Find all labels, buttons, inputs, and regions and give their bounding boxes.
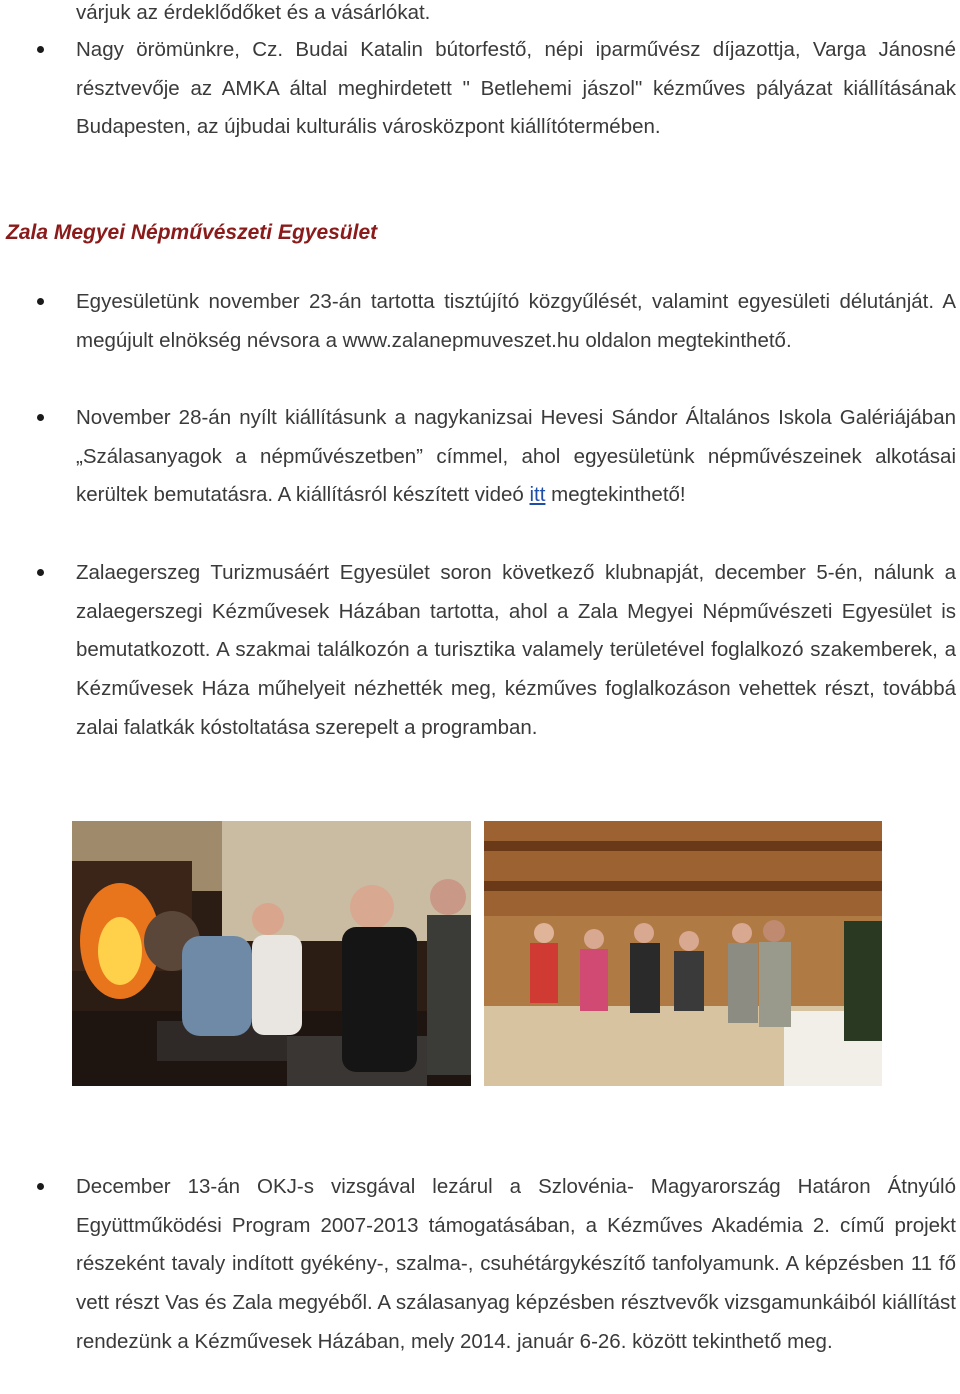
bullet-icon — [37, 1183, 44, 1190]
list-item-text: megtekinthető! — [545, 483, 686, 507]
photo-blacksmith-workshop — [72, 821, 471, 1086]
list-item: Zalaegerszeg Turizmusáért Egyesület soron következő klubnapját, december 5-én, nálunk a zalaegerszegi Kézművesek Házában tartotta, ahol a Zala Megyei Népművészeti Egyesület is bemutatkozott. A szakmai találkozón a turisztika valamely területével foglalkozó szakemberek, a Kézművesek Háza műhelyeit nézhették meg, kézműves foglalkozáson vehettek részt, továbbá zalai falatkák kóstoltatása szerepelt a programban. — [76, 561, 956, 739]
photo-gathering-hall — [484, 821, 882, 1086]
bullet-icon — [37, 298, 44, 305]
video-link[interactable]: itt — [529, 483, 546, 507]
bullet-icon — [37, 46, 44, 53]
list-item — [76, 399, 956, 515]
list-item: Egyesületünk november 23-án tartotta tisztújító közgyűlését, valamint egyesületi délutánját. A megújult elnökség névsora a www.zalanepmuveszet.hu oldalon megtekinthető. — [76, 290, 956, 352]
list-item-text: November 28-án nyílt kiállításunk a nagykanizsai Hevesi Sándor Általános Iskola Galériájában „Szálasanyagok a népművészetben” címmel, ahol egyesületünk népművészeinek alkotásai kerültek bemutatásra. A kiállításról készített videó — [76, 406, 956, 507]
bullet-icon — [37, 414, 44, 421]
list-item: December 13-án OKJ-s vizsgával lezárul a Szlovénia- Magyarország Határon Átnyúló Együttműködési Program 2007-2013 támogatásában, a Kézműves Akadémia 2. című projekt részeként tavaly indított gyékény-, szalma-, csuhétárgykészítő tanfolyamunk. A képzésben 11 fő vett részt Vas és Zala megyéből. A szálasanyag képzésben résztvevők vizsgamunkáiból kiállítást rendezünk a Kézművesek Házában, mely 2014. január 6-26. között tekinthető meg. — [76, 1175, 956, 1353]
bullet-icon — [37, 569, 44, 576]
list-item: Nagy örömünkre, Cz. Budai Katalin bútorfestő, népi iparművész díjazottja, Varga Jánosné résztvevője az AMKA által meghirdetett " Betlehemi jászol" kézműves pályázat kiállításának Budapesten, az újbudai kulturális városközpont kiállítótermében. — [76, 38, 956, 139]
section-heading: Zala Megyei Népművészeti Egyesület — [6, 221, 378, 244]
intro-line: várjuk az érdeklődőket és a vásárlókat. — [76, 1, 431, 24]
